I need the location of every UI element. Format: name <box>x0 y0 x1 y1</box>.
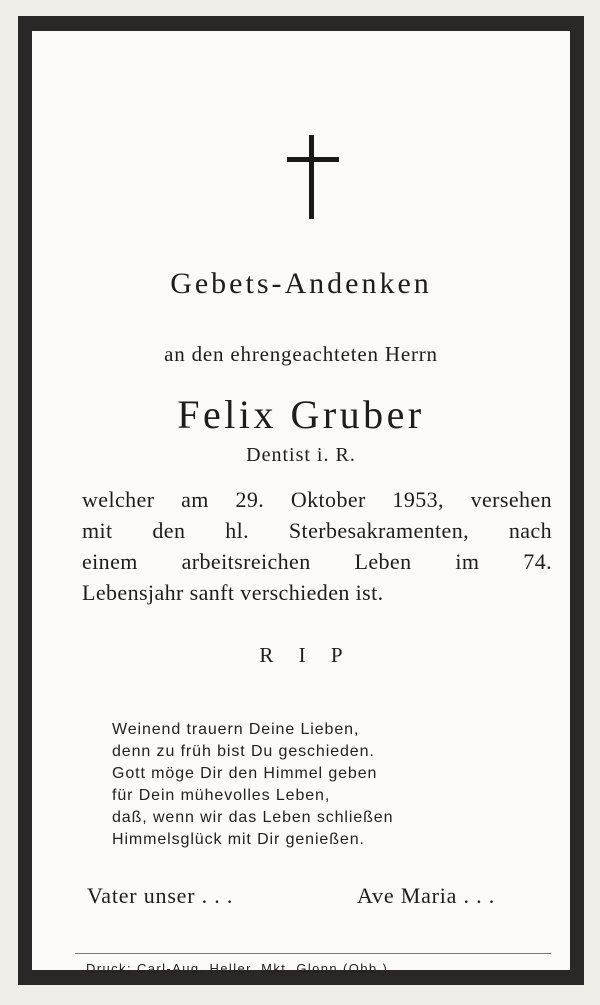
poem-line: Himmelsglück mit Dir genießen. <box>112 831 365 848</box>
memorial-card <box>18 16 584 985</box>
biography-line: Lebensjahr sanft verschieden ist. <box>82 580 384 605</box>
deceased-profession: Dentist i. R. <box>246 444 356 466</box>
memorial-poem <box>112 719 393 851</box>
card-title: Gebets-Andenken <box>170 267 432 300</box>
printer-imprint: Druck: Carl-Aug. Heller, Mkt. Glonn (Obb.) <box>86 961 389 976</box>
prayer-our-father: Vater unser . . . <box>87 883 234 908</box>
biography-text <box>82 484 552 608</box>
poem-line: Weinend trauern Deine Lieben, <box>112 721 360 738</box>
poem-line: daß, wenn wir das Leben schließen <box>112 809 394 826</box>
prayer-ave-maria: Ave Maria . . . <box>357 883 496 908</box>
cross-icon <box>287 135 339 221</box>
poem-line: denn zu früh bist Du geschieden. <box>112 743 375 760</box>
biography-line: einem arbeitsreichen Leben im 74. <box>82 549 552 574</box>
poem-line: Gott möge Dir den Himmel geben <box>112 765 378 782</box>
dedication-line: an den ehrengeachteten Herrn <box>164 342 438 366</box>
rip-inscription: R I P <box>259 643 343 667</box>
card-body <box>32 31 570 976</box>
biography-line: welcher am 29. Oktober 1953, versehen <box>82 487 552 512</box>
poem-line: für Dein mühevolles Leben, <box>112 787 331 804</box>
deceased-name: Felix Gruber <box>177 392 425 437</box>
divider-line <box>75 953 551 954</box>
biography-line: mit den hl. Sterbesakramenten, nach <box>82 518 552 543</box>
